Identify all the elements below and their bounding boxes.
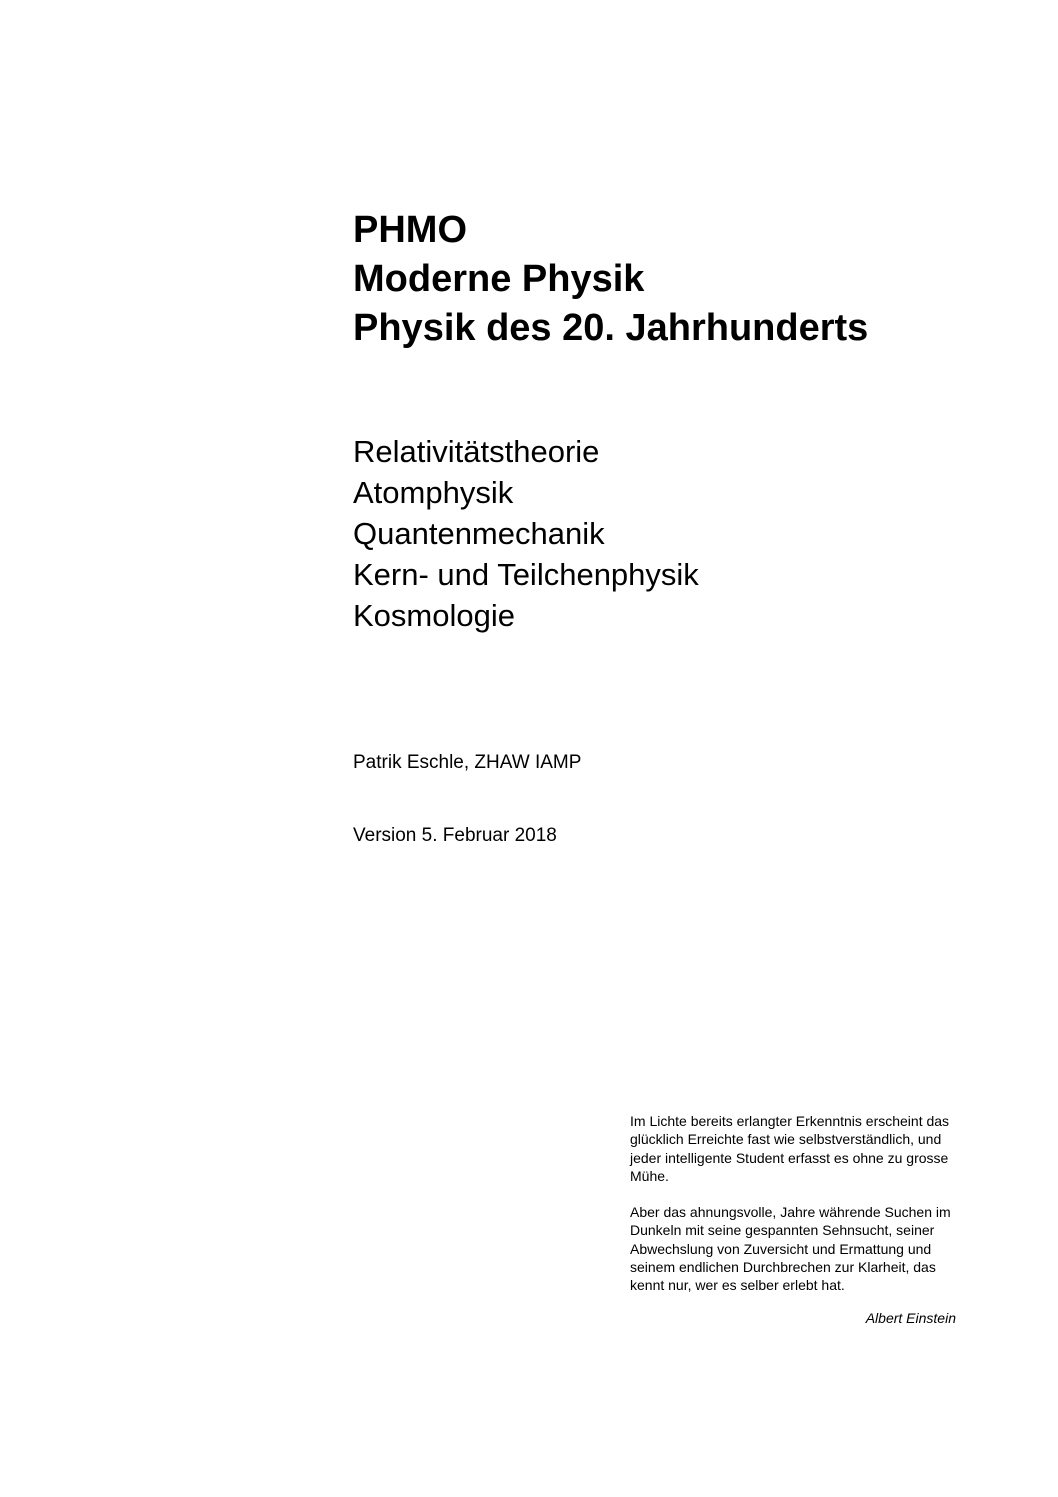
topic-item: Kern- und Teilchenphysik: [353, 557, 699, 592]
topic-item: Relativitätstheorie: [353, 434, 600, 469]
quote-paragraph: Im Lichte bereits erlangter Erkenntnis erscheint das glücklich Erreichte fast wie selbstverständlich, und jeder intelligente Student erfasst es ohne zu grosse Mühe.: [630, 1113, 950, 1184]
topic-item: Quantenmechanik: [353, 516, 605, 551]
topic-item: Kosmologie: [353, 598, 515, 633]
title-line-subtitle: Physik des 20. Jahrhunderts: [353, 307, 869, 349]
quote-paragraph: Aber das ahnungsvolle, Jahre währende Suchen im Dunkeln mit seine gespannten Sehnsucht, seiner Abwechslung von Zuversicht und Ermattung und seinem endlichen Durchbrechen zur Klarheit, das kennt nur, wer es selber erlebt hat.: [630, 1204, 951, 1294]
epigraph-quote: [630, 1112, 960, 1327]
document-title: [353, 206, 868, 353]
version-line: Version 5. Februar 2018: [353, 825, 557, 846]
topic-item: Atomphysik: [353, 475, 514, 510]
title-line-course-name: Moderne Physik: [353, 258, 645, 300]
topic-list: [353, 431, 699, 636]
quote-attribution: Albert Einstein: [865, 1309, 956, 1326]
title-line-course-code: PHMO: [353, 209, 467, 251]
author-line: Patrik Eschle, ZHAW IAMP: [353, 752, 582, 773]
